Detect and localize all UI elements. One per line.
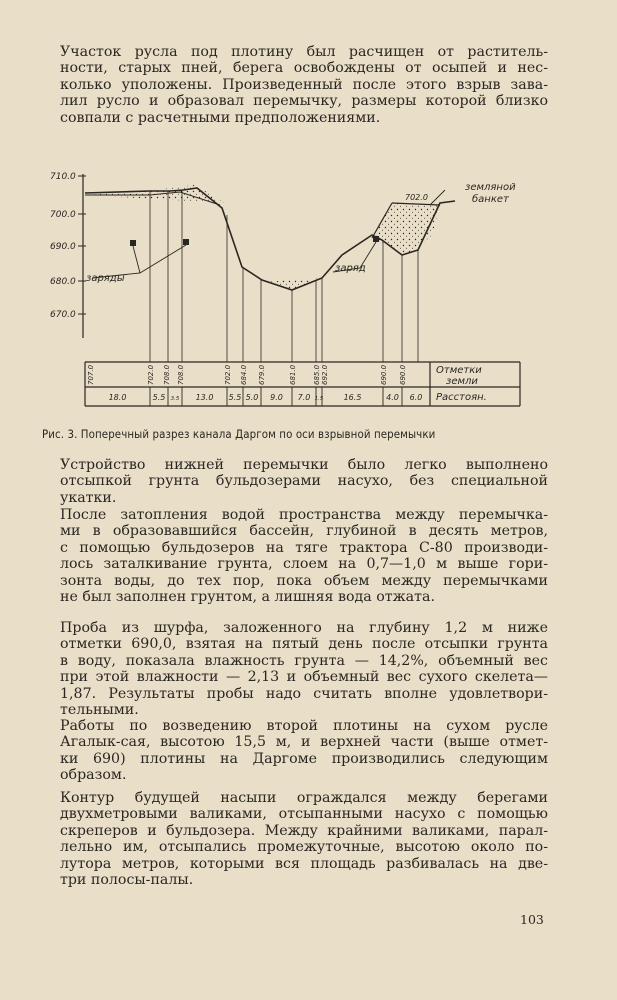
text-line: двухметровыми валиками, отсыпанными насухо с помощью	[60, 806, 548, 823]
text-line: тельными.	[60, 702, 139, 719]
text-line: колько уположены. Произведенный после этого взрыв зава-	[60, 76, 548, 93]
charge-label-left: заряды	[86, 273, 125, 284]
embankment-hatch	[372, 203, 440, 255]
distance-cells	[109, 387, 423, 406]
text-line: совпали с расчетными предположениями.	[60, 109, 381, 126]
elevation-cell: 690.0	[399, 364, 407, 385]
text-line: с помощью бульдозеров на тяге трактора С-80 производи-	[60, 539, 548, 556]
elevation-cell: 708.0	[163, 364, 171, 385]
distance-cell: 9.0	[270, 393, 283, 402]
embankment-label: земляной	[465, 182, 516, 193]
elevation-tick-label: 670.0	[50, 310, 76, 320]
elevation-cell: 702.0	[147, 364, 155, 385]
distance-cell: 6.0	[409, 393, 423, 402]
elevation-cells	[87, 364, 407, 385]
text-line: ми в образовавшийся бассейн, глубиной в десять метров,	[60, 523, 548, 540]
elevation-cell: 685.0	[313, 364, 321, 385]
elevation-cell: 707.0	[87, 364, 95, 385]
text-line: Проба из шурфа, заложенного на глубину 1,2 м ниже	[60, 620, 548, 636]
elevation-cell: 681.0	[289, 364, 297, 385]
paragraph-6	[60, 790, 548, 888]
distance-cell: 5.0	[245, 393, 259, 402]
crest-elevation-label: 702.0	[405, 193, 428, 202]
elevation-tick-label: 710.0	[50, 172, 76, 182]
page-number: 103	[520, 912, 544, 927]
text-line: не был заполнен грунтом, а лишняя вода отжата.	[60, 589, 435, 606]
text-line: в воду, показала влажность грунта — 14,2%, объемный вес	[60, 652, 548, 669]
distance-cell: 16.5	[343, 393, 362, 402]
paragraph-3	[60, 507, 548, 605]
text-line: отсыпкой грунта бульдозерами насухо, без специальной	[60, 473, 548, 490]
table-header: Отметки	[436, 365, 482, 376]
text-line: укатки.	[60, 489, 117, 506]
charge-marker	[130, 240, 136, 246]
embankment-label: банкет	[472, 194, 509, 205]
paragraph-5	[60, 718, 548, 784]
paragraph-4	[60, 620, 548, 718]
text-line: отметки 690,0, взятая на пятый день после отсыпки грунта	[60, 636, 548, 653]
distance-cell: 3.5	[170, 396, 180, 402]
elevation-tick-label: 700.0	[50, 210, 76, 220]
distance-cell: 4.0	[386, 393, 399, 402]
text-line: После затопления водой пространства между перемычка-	[60, 507, 548, 523]
elevation-axis	[50, 172, 86, 338]
text-line: при этой влажности — 2,13 и объемный вес сухого скелета—	[60, 669, 548, 686]
text-line: образом.	[60, 767, 127, 784]
text-line: ности, старых пней, берега освобождены от осыпей и нес-	[60, 60, 548, 77]
text-line: скреперов и бульдозера. Между крайними валиками, парал-	[60, 822, 548, 839]
charge-label-right: заряд	[335, 263, 366, 274]
distance-cell: 7.0	[297, 393, 311, 402]
text-line: зонта воды, до тех пор, пока объем между перемычками	[60, 572, 548, 589]
distance-cell: 1.5	[314, 396, 324, 402]
data-table	[85, 362, 520, 406]
elevation-tick-label: 680.0	[50, 277, 76, 287]
text-line: лельно им, отсыпались промежуточные, высотою около по-	[60, 839, 548, 856]
table-header: земли	[446, 376, 478, 387]
text-line: лил русло и образовал перемычку, размеры которой близко	[60, 93, 548, 110]
distance-cell: 18.0	[108, 393, 127, 402]
text-line: ки 690) плотины на Даргоме производились следующим	[60, 750, 548, 767]
text-line: лутора метров, которыми вся площадь разбивалась на две-	[60, 855, 548, 872]
paragraph-1	[60, 44, 548, 126]
elevation-cell: 692.0	[321, 364, 329, 385]
elevation-cell: 702.0	[224, 364, 232, 385]
elevation-tick-label: 690.0	[50, 242, 76, 252]
charge-marker	[183, 239, 189, 245]
elevation-cell: 708.0	[177, 364, 185, 385]
distance-cell: 5.5	[152, 393, 166, 402]
text-line: Контур будущей насыпи ограждался между берегами	[60, 790, 548, 806]
paragraph-2	[60, 457, 548, 506]
text-line: три полосы-палы.	[60, 872, 194, 889]
cross-section-figure	[0, 160, 617, 415]
table-header: Расстоян.	[436, 392, 487, 403]
text-line: 1,87. Результаты пробы надо считать вполне удовлетвори-	[60, 685, 548, 702]
elevation-cell: 690.0	[380, 364, 388, 385]
charge-marker	[373, 236, 379, 242]
vertical-drop-lines	[150, 190, 418, 362]
text-line: лось заталкивание грунта, слоем на 0,7—1,0 м выше гори-	[60, 556, 548, 573]
text-line: Участок русла под плотину был расчищен от раститель-	[60, 44, 548, 60]
text-line: Агалык-сая, высотою 15,5 м, и верхней части (выше отмет-	[60, 734, 548, 751]
distance-cell: 5.5	[228, 393, 242, 402]
text-line: Работы по возведению второй плотины на сухом русле	[60, 718, 548, 734]
elevation-cell: 684.0	[240, 364, 248, 385]
figure-caption: Рис. 3. Поперечный разрез канала Даргом по оси взрывной перемычки	[42, 427, 436, 441]
text-line: Устройство нижней перемычки было легко выполнено	[60, 457, 548, 473]
distance-cell: 13.0	[195, 393, 214, 402]
elevation-cell: 679.0	[258, 364, 266, 385]
